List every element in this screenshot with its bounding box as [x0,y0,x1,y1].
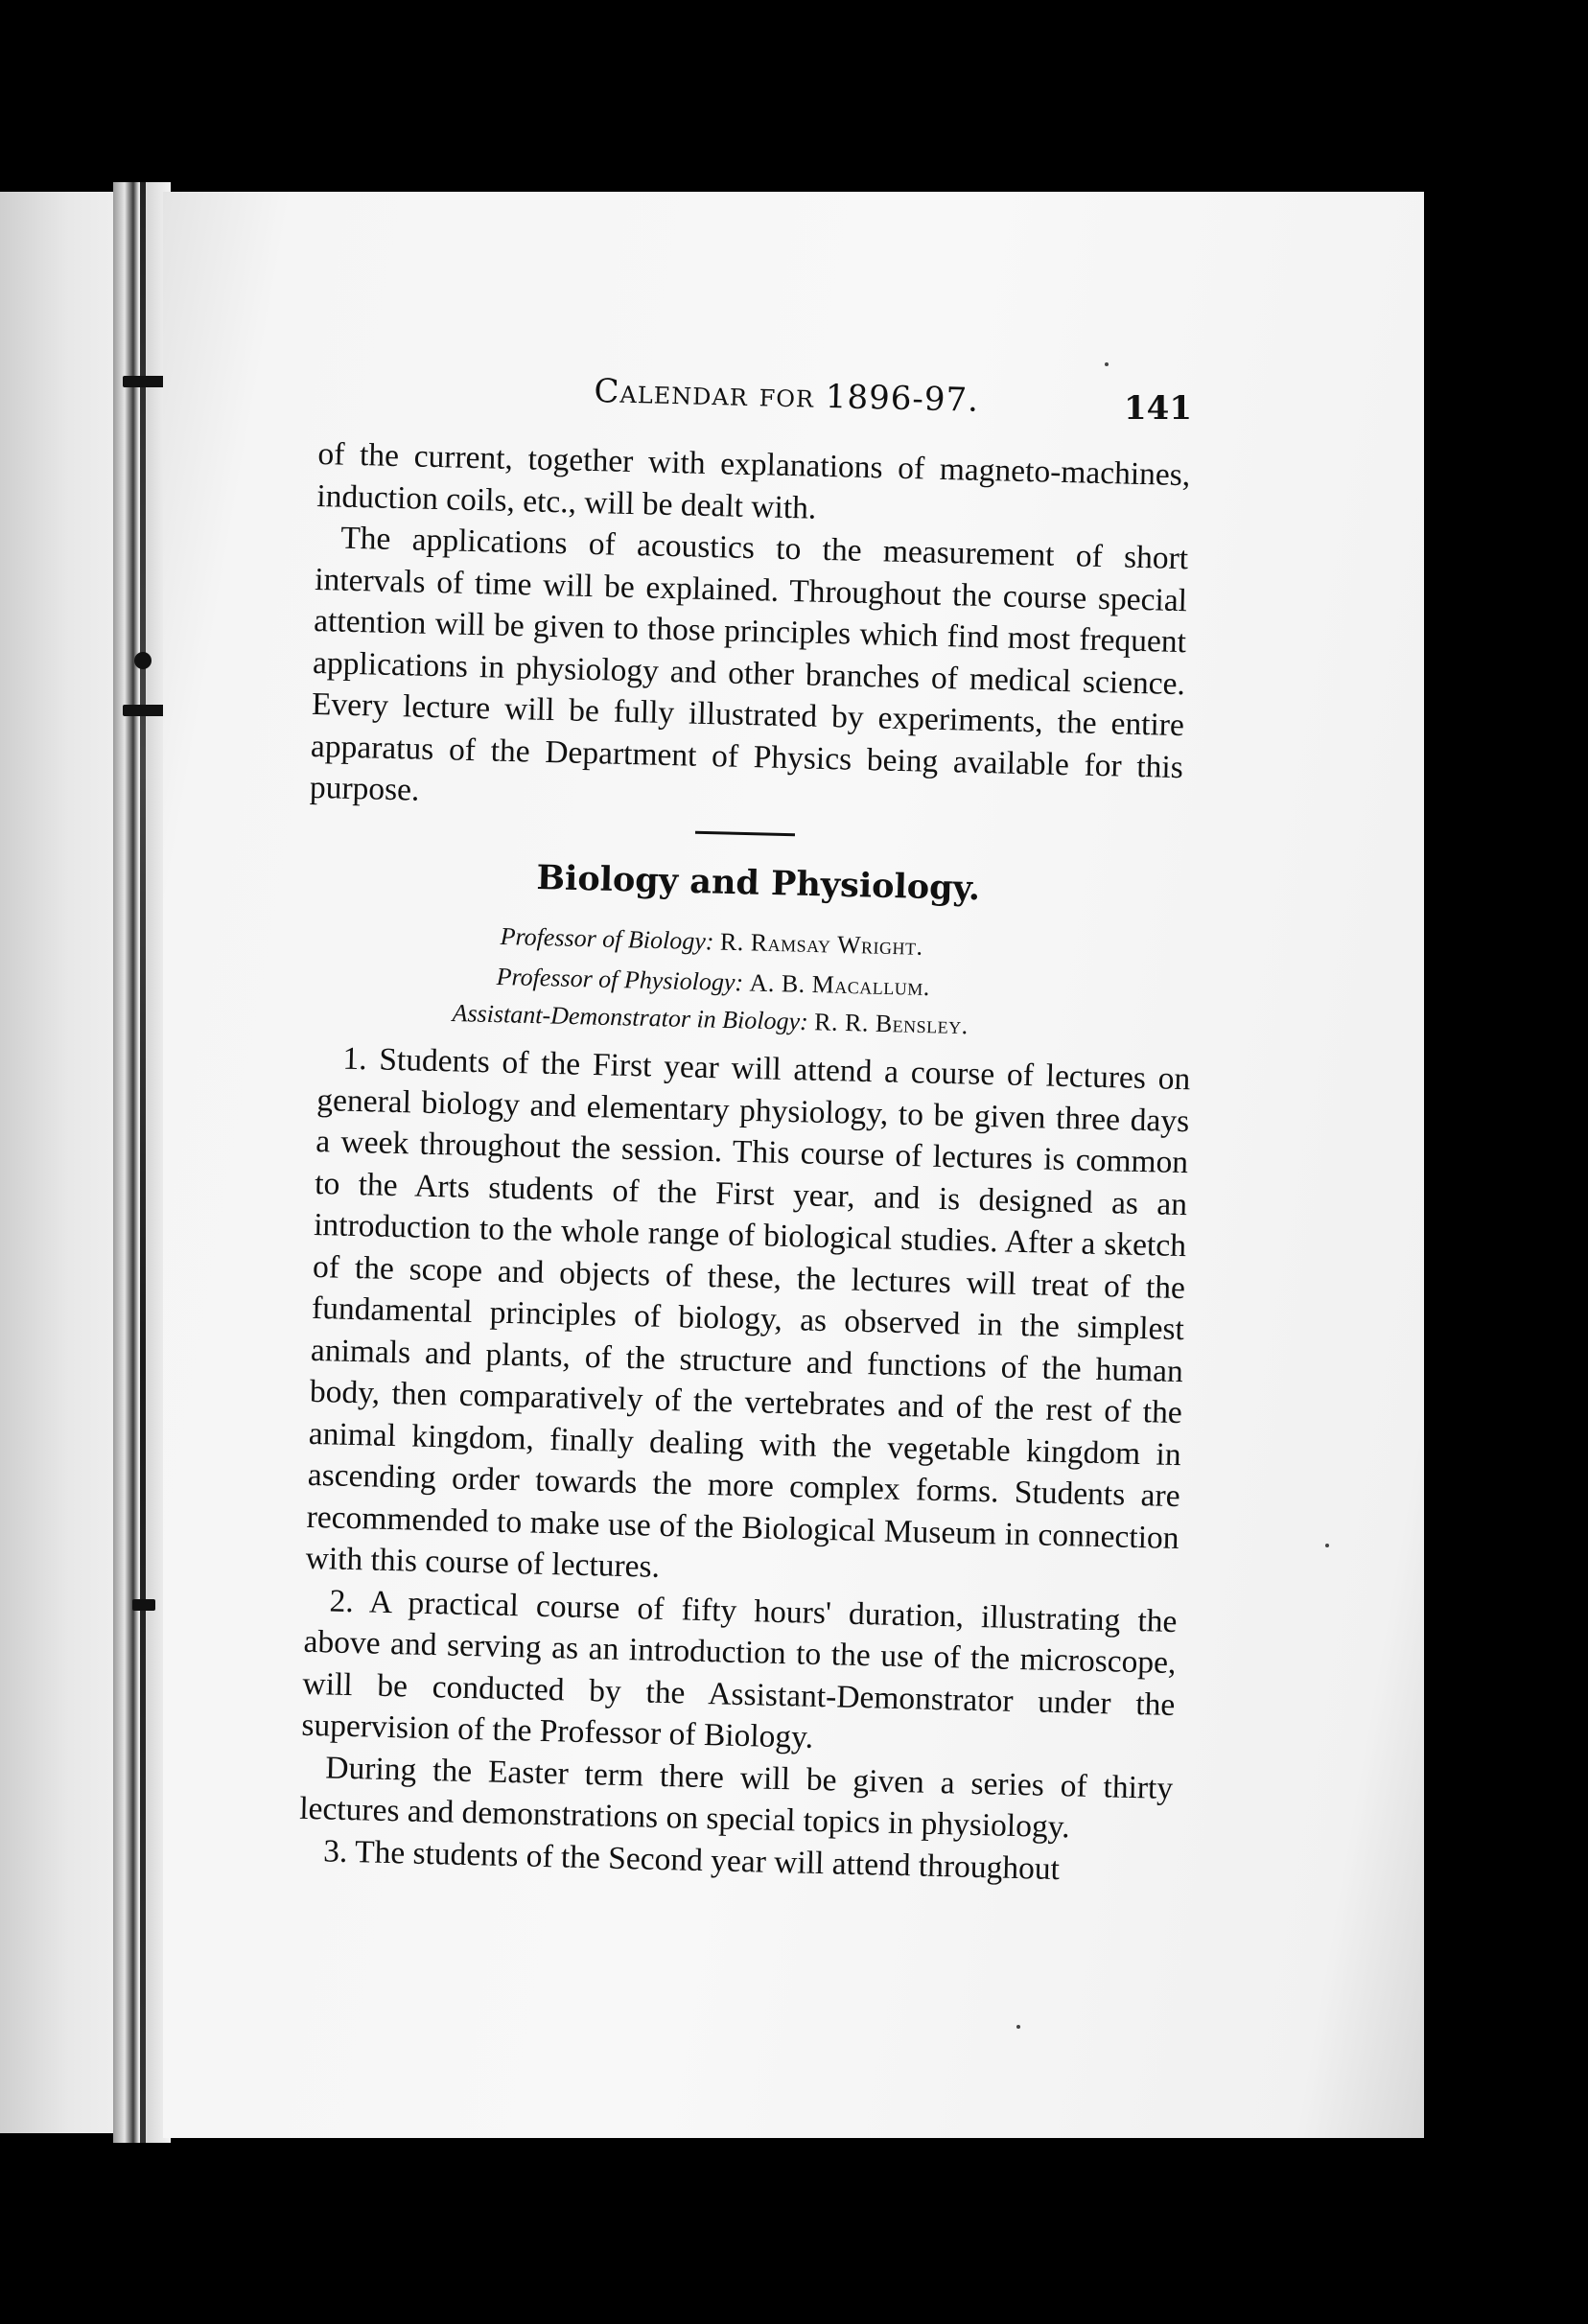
dust-speck [1016,2025,1020,2029]
section-text [298,1037,1191,1893]
paragraph: 2. A practical course of fifty hours' duration, illustrating the above and serving as an introduction to the use of the microscope, will be conducted by the Assistant-Demonstrator under the supervision of the Professor of Biology. [301,1582,1178,1755]
staff-name: R. R. Bensley. [813,1008,969,1040]
binding-thread [140,182,146,2143]
staff-name: A. B. Macallum. [749,968,931,1002]
running-head-title: Calendar for 1896-97. [594,372,980,420]
binding-stitch [134,652,152,669]
dust-speck [1325,1544,1329,1547]
intro-text [309,433,1190,830]
paragraph: 1. Students of the First year will attend a course of lectures on general biology and elementary physiology, to be given three days a week throughout the session. This course of lectures is common to the Arts students of the First year, and is designed as an introduction to the whole range of biological studies. After a sketch of the scope and objects of these, the lectures will treat of the fundamental principles of biology, as observed in the simplest animals and plants, of the structure and functions of the human body, then comparatively of the vertebrates and of the rest of the animal kingdom, finally dealing with the vegetable kingdom in ascending order towards the more complex forms. Students are recommended to make use of the Biological Museum in connection with this course of lectures. [305,1040,1191,1585]
section-heading: Biology and Physiology. [535,858,981,909]
staff-role: Professor of Physiology: [496,963,744,997]
binding-stitch [123,376,165,387]
binding-stitch [132,1599,155,1611]
page-number: 141 [1124,389,1192,428]
paragraph: 3. The students of the Second year will attend throughout [322,1832,1061,1887]
binding-stitch [123,705,165,716]
paragraph: The applications of acoustics to the measurement of short intervals of time will be explained. Throughout the course special attention will be given to those principles which find most frequent applications in physiology and other branches of medical science. Every lecture will be fully illustrated by experiments, the entire apparatus of the Department of Physics being available for this purpose. [309,520,1189,808]
paragraph: During the Easter term there will be given a series of thirty lectures and demonstrations on special topics in physiology. [298,1749,1174,1846]
staff-role: Professor of Biology: [500,922,714,956]
staff-role: Assistant-Demonstrator in Biology: [452,999,809,1036]
dust-speck [1105,362,1109,366]
staff-name: R. Ramsay Wright. [719,927,923,961]
paragraph: of the current, together with explanations of magneto-machines, induction coils, etc., will be dealt with. [315,435,1191,526]
